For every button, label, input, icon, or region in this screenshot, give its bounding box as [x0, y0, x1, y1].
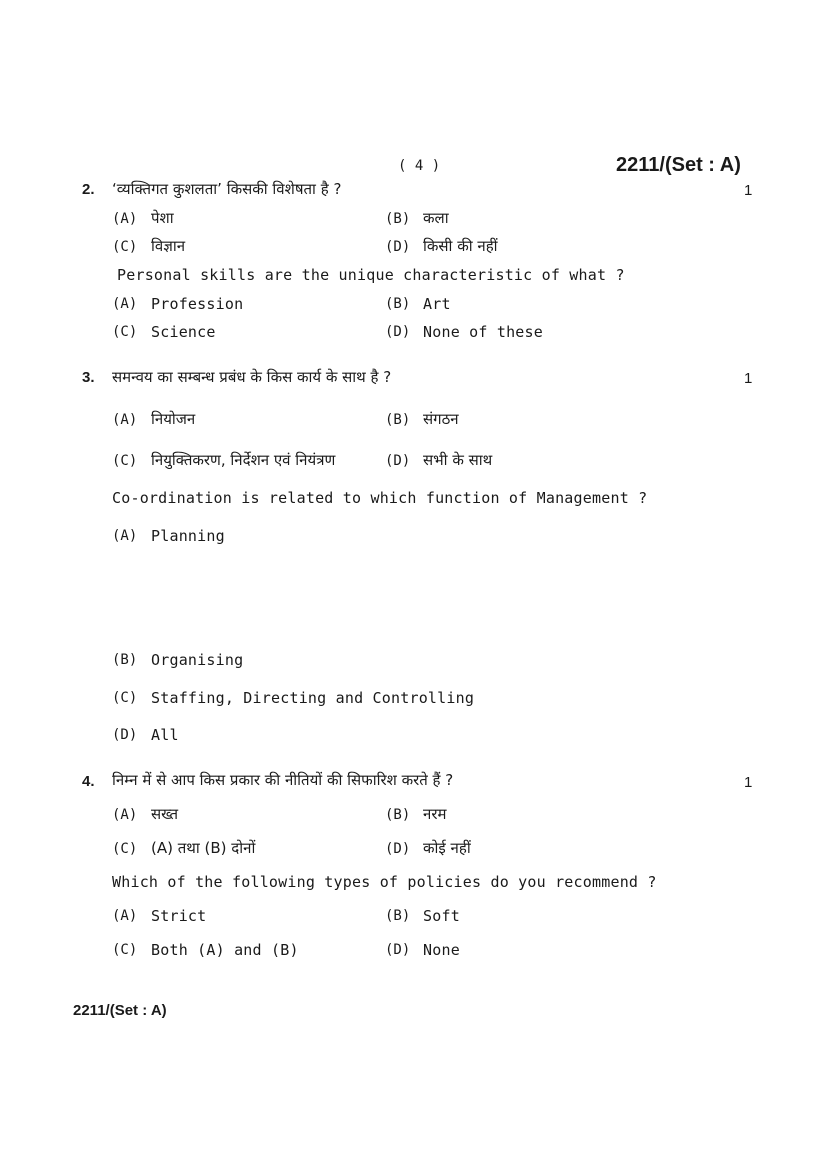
option-text: Strict — [151, 907, 207, 925]
paper-code-footer: 2211/(Set : A) — [73, 1002, 167, 1019]
option-label: (A) — [112, 211, 138, 227]
question-text-english: Which of the following types of policies do you recommend ? — [112, 873, 657, 891]
paper-code-header: 2211/(Set : A) — [616, 154, 741, 176]
option-text: कोई नहीं — [423, 839, 471, 857]
option-text: Planning — [151, 527, 225, 545]
option-label: (C) — [112, 453, 138, 469]
option-label: (C) — [112, 324, 138, 340]
option-label: (D) — [385, 841, 411, 857]
option-label: (D) — [112, 727, 138, 743]
option-text: Science — [151, 323, 216, 341]
option-text: पेशा — [151, 209, 174, 227]
option-label: (D) — [385, 324, 411, 340]
option-label: (B) — [385, 807, 411, 823]
option-text: सख्त — [151, 805, 179, 823]
option-text: सभी के साथ — [423, 451, 493, 469]
question-text-hindi: निम्न में से आप किस प्रकार की नीतियों की सिफारिश करते हैं ? — [112, 771, 454, 789]
option-text: None of these — [423, 323, 543, 341]
page-number: ( 4 ) — [398, 158, 441, 174]
option-text: विज्ञान — [151, 237, 186, 255]
option-text: Profession — [151, 295, 244, 313]
option-label: (B) — [385, 908, 411, 924]
question-marks: 1 — [744, 774, 753, 791]
option-text: संगठन — [423, 410, 459, 428]
option-text: किसी की नहीं — [423, 237, 498, 255]
option-text: नरम — [423, 805, 447, 823]
option-text: All — [151, 726, 179, 744]
option-label: (A) — [112, 412, 138, 428]
option-text: नियुक्तिकरण, निर्देशन एवं नियंत्रण — [151, 451, 336, 469]
question-text-english: Personal skills are the unique characteristic of what ? — [117, 266, 625, 284]
option-label: (D) — [385, 453, 411, 469]
question-text-english: Co-ordination is related to which function of Management ? — [112, 489, 648, 507]
question-number: 3. — [82, 369, 95, 386]
option-label: (D) — [385, 942, 411, 958]
option-label: (D) — [385, 239, 411, 255]
question-text-hindi: ‘व्यक्तिगत कुशलता’ किसकी विशेषता है ? — [112, 180, 342, 198]
option-label: (A) — [112, 908, 138, 924]
option-label: (C) — [112, 841, 138, 857]
option-text: कला — [423, 209, 449, 227]
option-text: Organising — [151, 651, 244, 669]
option-label: (C) — [112, 942, 138, 958]
option-label: (C) — [112, 239, 138, 255]
option-label: (B) — [112, 652, 138, 668]
option-text: Staffing, Directing and Controlling — [151, 689, 475, 707]
option-text: Both (A) and (B) — [151, 941, 299, 959]
option-text: नियोजन — [151, 410, 196, 428]
option-label: (B) — [385, 211, 411, 227]
option-text: (A) तथा (B) दोनों — [151, 839, 256, 857]
option-label: (A) — [112, 528, 138, 544]
option-label: (A) — [112, 296, 138, 312]
option-label: (B) — [385, 296, 411, 312]
option-text: None — [423, 941, 460, 959]
question-marks: 1 — [744, 182, 753, 199]
option-text: Soft — [423, 907, 460, 925]
question-number: 2. — [82, 181, 95, 198]
question-number: 4. — [82, 773, 95, 790]
question-text-hindi: समन्वय का सम्बन्ध प्रबंध के किस कार्य के साथ है ? — [112, 368, 392, 386]
option-label: (C) — [112, 690, 138, 706]
option-label: (A) — [112, 807, 138, 823]
option-text: Art — [423, 295, 451, 313]
option-label: (B) — [385, 412, 411, 428]
question-marks: 1 — [744, 370, 753, 387]
